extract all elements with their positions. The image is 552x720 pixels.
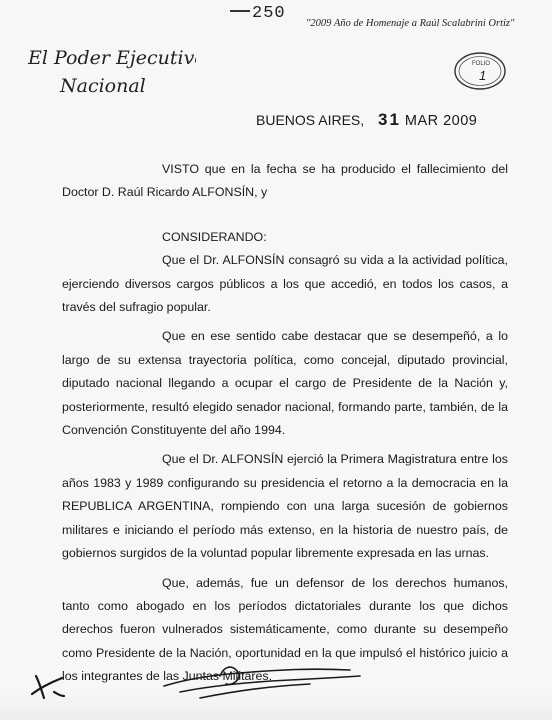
emblem-line-2: Nacional [60, 75, 146, 97]
considerando-heading: CONSIDERANDO: [162, 229, 267, 244]
considerando-paragraph: Que el Dr. ALFONSÍN ejerció la Primera Magistratura entre los años 1983 y 1989 configurando su presidencia el retorno a la democracia en la REPUBLICA ARGENTINA, rompiendo con una larga sucesión de gobiernos militares e iniciando el período más extenso, en la historia de nuestro país, de gobiernos surgidos de la voluntad popular libremente expresada en las urnas. [62, 452, 508, 561]
visto-paragraph: VISTO que en la fecha se ha producido el fallecimiento del Doctor D. Raúl Ricardo ALFONSÍN, y [62, 162, 508, 200]
year-motto: "2009 Año de Homenaje a Raúl Scalabrini Ortiz" [306, 18, 515, 29]
considerando-paragraph: Que, además, fue un defensor de los derechos humanos, tanto como abogado en los períodos dictatoriales durante los que dichos derechos fueron vulnerados sistemáticamente, como durante su desempeño como Presidente de la Nación, oportunidad en la que impulsó el histórico juicio a los integrantes de las Juntas Militares. [62, 575, 508, 684]
folio-label: FOLIO [472, 61, 491, 67]
dateline [256, 110, 477, 130]
considerando-paragraph: Que en ese sentido cabe destacar que se desempeñó, a lo largo de su extensa trayectoria política, como concejal, diputado provincial, diputado nacional llegando a ocupar el cargo de Presidente de la Nación y, posteriormente, resultó elegido senador nacional, formando parte, también, de la Convención Constituyente del año 1994. [62, 329, 508, 438]
stamp-mark [230, 10, 250, 12]
dateline-day: 31 [378, 110, 401, 129]
scan-edge [0, 690, 552, 720]
folio-stamp [452, 50, 508, 97]
considerando-paragraph: Que el Dr. ALFONSÍN consagró su vida a la actividad política, ejerciendo diversos cargos públicos a los que accedió, en todos los casos, a través del sufragio popular. [62, 253, 508, 315]
executive-emblem [26, 40, 196, 107]
stamp-number: 250 [252, 4, 286, 23]
folio-number: 1 [479, 68, 487, 83]
dateline-city: BUENOS AIRES, [256, 112, 365, 128]
decree-body [62, 158, 508, 695]
dateline-month-year: MAR 2009 [404, 113, 478, 129]
emblem-line-1: El Poder Ejecutivo [28, 47, 196, 69]
